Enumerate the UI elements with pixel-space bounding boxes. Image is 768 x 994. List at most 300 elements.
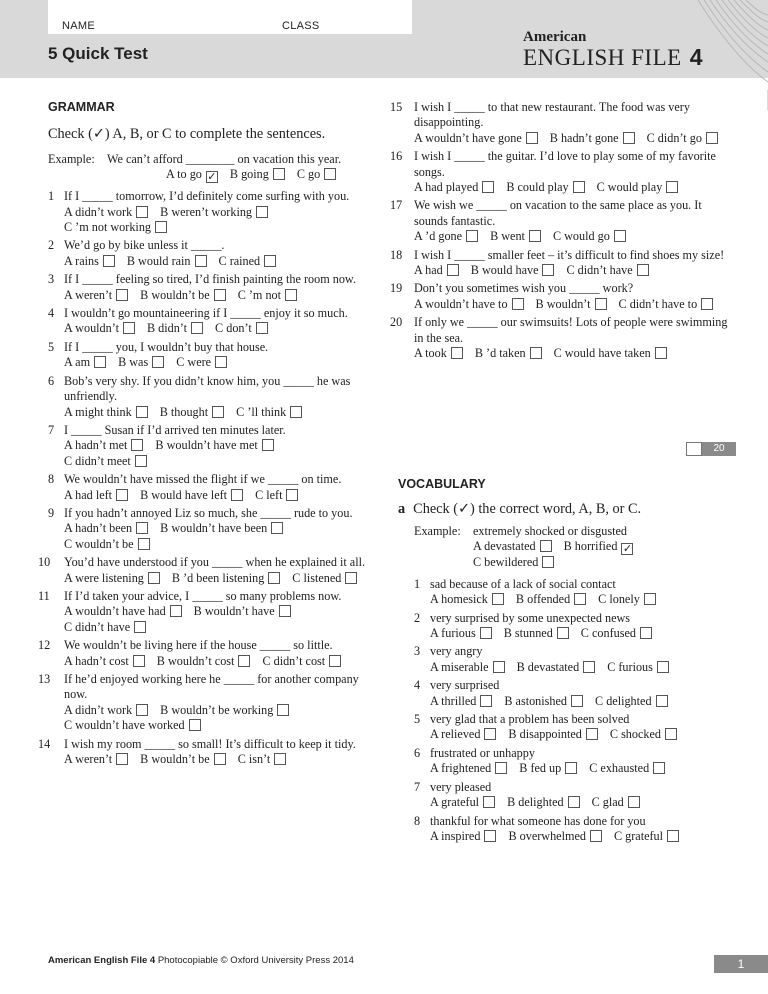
answer-option [504, 694, 583, 709]
answer-checkbox[interactable] [447, 264, 459, 276]
question-body [430, 644, 734, 675]
question-number: 15 [390, 100, 403, 114]
option-label: A rains [64, 253, 99, 268]
option-label: A inspired [430, 828, 481, 843]
option-label: C go [296, 167, 321, 182]
answer-checkbox[interactable] [116, 289, 128, 301]
question-item [48, 306, 378, 337]
question-text: We wouldn’t be living here if the house _____ so little. [64, 638, 333, 653]
answer-option [64, 454, 147, 469]
answer-option [155, 438, 273, 453]
option-label: C were [176, 355, 212, 370]
answer-checkbox[interactable] [189, 719, 201, 731]
answer-checkbox[interactable]: ✓ [207, 171, 217, 184]
answer-checkbox[interactable] [135, 455, 147, 467]
answer-checkbox[interactable] [590, 830, 602, 842]
option-label: C ’m not working [64, 220, 152, 235]
answer-checkbox[interactable] [656, 695, 668, 707]
answer-option [64, 405, 148, 420]
answer-option [215, 321, 268, 336]
vocabulary-title: VOCABULARY [398, 477, 486, 491]
option-label: A homesick [430, 592, 488, 607]
question-item [414, 644, 734, 675]
option-label: A weren’t [64, 752, 113, 767]
answer-checkbox[interactable] [277, 704, 289, 716]
question-text: If I’d taken your advice, I _____ so many problems now. [64, 588, 342, 603]
option-label: B wouldn’t [535, 296, 591, 311]
question-item [390, 100, 730, 146]
answer-option [230, 167, 285, 182]
answer-checkbox[interactable] [136, 406, 148, 418]
answer-option [430, 626, 492, 641]
option-label: C didn’t have [566, 263, 633, 278]
answer-checkbox[interactable] [542, 556, 554, 568]
question-body [64, 374, 378, 420]
question-body [414, 198, 730, 244]
question-number: 9 [48, 505, 55, 520]
question-text: very pleased [430, 779, 492, 794]
answer-checkbox[interactable] [116, 489, 128, 501]
answer-option [64, 321, 135, 336]
answer-option [140, 288, 226, 303]
answer-checkbox[interactable] [170, 605, 182, 617]
grammar-column-left [38, 100, 378, 770]
question-number: 17 [390, 198, 403, 213]
answer-option [592, 795, 640, 810]
question-number: 2 [48, 238, 55, 253]
question-body [64, 238, 378, 269]
question-options [414, 131, 730, 146]
answer-option [166, 167, 218, 183]
question-text: I wish I _____ smaller feet – it’s difficult to find shoes my size! [414, 247, 725, 262]
answer-option [64, 537, 150, 552]
option-label: C glad [591, 795, 624, 810]
answer-checkbox[interactable] [231, 489, 243, 501]
option-label: B wouldn’t be working [160, 702, 274, 717]
answer-checkbox[interactable] [152, 356, 164, 368]
answer-checkbox[interactable] [482, 181, 494, 193]
class-label: CLASS [282, 20, 320, 32]
option-label: A ’d gone [414, 229, 463, 244]
answer-option [414, 229, 478, 244]
question-text: sad because of a lack of social contact [430, 576, 616, 591]
answer-checkbox[interactable] [451, 347, 463, 359]
answer-checkbox[interactable] [640, 627, 652, 639]
answer-checkbox[interactable] [530, 347, 542, 359]
question-text: If you hadn’t annoyed Liz so much, she _____ rude to you. [64, 505, 353, 520]
question-text: If I _____ tomorrow, I’d definitely come surfing with you. [64, 189, 350, 204]
option-label: C wouldn’t have worked [64, 718, 185, 733]
answer-option [553, 229, 626, 244]
brand-main: ENGLISH FILE [523, 45, 682, 70]
answer-checkbox[interactable] [529, 230, 541, 242]
question-options [64, 521, 378, 552]
answer-checkbox[interactable] [285, 289, 297, 301]
answer-checkbox[interactable] [665, 728, 677, 740]
question-text: If only we _____ our swimsuits! Lots of people were swimming in the sea. [414, 315, 728, 345]
answer-checkbox[interactable] [136, 206, 148, 218]
question-item [414, 712, 734, 743]
score-total: 20 [702, 442, 736, 456]
question-options [414, 346, 730, 361]
answer-checkbox[interactable] [666, 181, 678, 193]
answer-checkbox[interactable] [637, 264, 649, 276]
answer-option [64, 571, 160, 586]
answer-option [414, 297, 524, 312]
question-number: 14 [38, 736, 51, 751]
answer-option [507, 795, 580, 810]
answer-checkbox[interactable] [214, 289, 226, 301]
answer-checkbox[interactable]: ✓ [622, 543, 633, 556]
option-label: C didn’t go [646, 130, 702, 145]
option-label: A grateful [430, 795, 480, 810]
option-label: B horrified [563, 539, 618, 554]
answer-option [471, 263, 555, 278]
option-label: A miserable [430, 659, 489, 674]
question-item [48, 272, 378, 303]
answer-option [430, 592, 504, 607]
answer-checkbox[interactable] [290, 406, 302, 418]
question-options [64, 254, 378, 269]
question-item [38, 555, 378, 586]
option-label: A might think [64, 404, 132, 419]
question-options [64, 321, 378, 336]
question-number: 8 [48, 472, 55, 487]
option-label: A frightened [430, 761, 492, 776]
answer-option [430, 761, 507, 776]
option-label: B ’d taken [474, 346, 526, 361]
answer-option [194, 604, 291, 619]
answer-checkbox[interactable] [623, 132, 635, 144]
answer-option [508, 829, 602, 844]
answer-checkbox[interactable] [329, 655, 341, 667]
answer-checkbox[interactable] [286, 489, 298, 501]
option-label: B wouldn’t have met [155, 438, 258, 453]
question-item [38, 589, 378, 635]
question-item [390, 281, 730, 312]
question-body [64, 306, 378, 337]
answer-checkbox[interactable] [493, 661, 505, 673]
answer-checkbox[interactable] [568, 796, 580, 808]
answer-option [140, 752, 226, 767]
answer-checkbox[interactable] [136, 522, 148, 534]
question-item [390, 315, 730, 361]
question-item [390, 248, 730, 279]
answer-checkbox[interactable] [212, 406, 224, 418]
answer-checkbox[interactable] [540, 540, 552, 552]
option-label: B wouldn’t have been [160, 521, 268, 536]
answer-option [64, 620, 146, 635]
answer-checkbox[interactable] [214, 753, 226, 765]
answer-checkbox[interactable] [583, 661, 595, 673]
option-label: C shocked [609, 727, 662, 742]
answer-option [414, 346, 463, 361]
answer-option [564, 539, 634, 555]
question-item [48, 472, 378, 503]
question-item [38, 672, 378, 734]
vocab-example-text: extremely shocked or disgusted [473, 524, 627, 538]
answer-option [297, 167, 336, 182]
question-body [430, 814, 734, 845]
answer-checkbox[interactable] [103, 255, 115, 267]
question-text: I wish I _____ the guitar. I’d love to play some of my favorite songs. [414, 149, 716, 179]
question-item [414, 678, 734, 709]
question-number: 6 [414, 745, 421, 760]
answer-checkbox[interactable] [131, 439, 143, 451]
question-text: very surprised [430, 678, 500, 693]
score-box[interactable] [686, 442, 702, 456]
answer-option [292, 571, 357, 586]
option-label: B would rain [126, 253, 191, 268]
question-item [38, 737, 378, 768]
answer-checkbox[interactable] [268, 572, 280, 584]
answer-checkbox[interactable] [657, 661, 669, 673]
answer-checkbox[interactable] [279, 605, 291, 617]
question-item [48, 374, 378, 420]
answer-option [517, 660, 596, 675]
answer-checkbox[interactable] [191, 322, 203, 334]
question-options [64, 604, 378, 635]
question-options [430, 694, 734, 709]
answer-checkbox[interactable] [148, 572, 160, 584]
answer-checkbox[interactable] [653, 762, 665, 774]
answer-option [64, 521, 148, 536]
answer-checkbox[interactable] [138, 538, 150, 550]
question-number: 1 [414, 576, 421, 591]
option-label: C would have taken [553, 346, 651, 361]
option-label: B wouldn’t cost [156, 653, 235, 668]
answer-option [490, 229, 541, 244]
answer-checkbox[interactable] [215, 356, 227, 368]
answer-checkbox[interactable] [586, 728, 598, 740]
answer-checkbox[interactable] [595, 298, 607, 310]
answer-option [64, 355, 106, 370]
answer-option [473, 539, 552, 554]
option-label: B would have [470, 263, 539, 278]
brand-top: American [523, 29, 587, 45]
grammar-title: GRAMMAR [48, 100, 115, 114]
option-label: C isn’t [237, 752, 271, 767]
option-label: A had left [64, 487, 113, 502]
answer-checkbox[interactable] [571, 695, 583, 707]
answer-checkbox[interactable] [134, 621, 146, 633]
answer-option [614, 829, 679, 844]
question-body [64, 340, 378, 371]
question-number: 5 [48, 339, 55, 354]
answer-option [64, 703, 148, 718]
vocab-instruction-text: Check (✓) the correct word, A, B, or C. [413, 501, 642, 517]
answer-checkbox[interactable] [345, 572, 357, 584]
question-body [430, 780, 734, 811]
question-body [64, 589, 378, 635]
answer-option [554, 346, 667, 361]
answer-checkbox[interactable] [262, 439, 274, 451]
option-label: A thrilled [430, 693, 477, 708]
option-label: B would have left [140, 487, 228, 502]
answer-checkbox[interactable] [526, 132, 538, 144]
answer-checkbox[interactable] [667, 830, 679, 842]
question-number: 4 [48, 306, 55, 321]
unit-title: 5 Quick Test [48, 44, 148, 63]
question-options [414, 263, 730, 278]
answer-checkbox[interactable] [706, 132, 718, 144]
answer-option [157, 654, 251, 669]
answer-option [160, 521, 283, 536]
grammar-instruction: Check (✓) A, B, or C to complete the sentences. [48, 126, 326, 143]
question-number: 4 [414, 678, 421, 693]
answer-checkbox[interactable] [495, 762, 507, 774]
question-text: very surprised by some unexpected news [430, 610, 631, 625]
answer-checkbox[interactable] [274, 753, 286, 765]
option-label: A to go [166, 167, 202, 182]
answer-option [610, 727, 677, 742]
question-options [64, 438, 378, 469]
option-label: C listened [292, 570, 342, 585]
question-number: 16 [390, 149, 403, 164]
option-label: B delighted [507, 795, 564, 810]
question-body [414, 315, 730, 361]
answer-option [414, 131, 538, 146]
answer-checkbox[interactable] [655, 347, 667, 359]
answer-checkbox[interactable] [238, 655, 250, 667]
option-label: A wouldn’t have gone [414, 130, 522, 145]
answer-option [550, 131, 635, 146]
question-number: 1 [48, 189, 55, 204]
question-number: 12 [38, 638, 51, 653]
answer-checkbox[interactable] [264, 255, 276, 267]
option-label: C lonely [598, 592, 640, 607]
answer-checkbox[interactable] [484, 830, 496, 842]
option-label: B astonished [504, 693, 568, 708]
answer-option [262, 654, 341, 669]
option-label: B offended [515, 592, 571, 607]
answer-option [64, 654, 145, 669]
question-body [64, 272, 378, 303]
vocabulary-instruction [398, 501, 641, 518]
question-number: 7 [48, 422, 55, 437]
answer-checkbox[interactable] [324, 168, 336, 180]
answer-option [598, 592, 656, 607]
answer-checkbox[interactable] [542, 264, 554, 276]
answer-checkbox[interactable] [123, 322, 135, 334]
question-options [64, 571, 378, 586]
answer-option [160, 405, 224, 420]
question-text: We wish we _____ on vacation to the same place as you. It sounds fantastic. [414, 198, 702, 228]
answer-checkbox[interactable] [155, 221, 167, 233]
answer-checkbox[interactable] [492, 593, 504, 605]
answer-option [176, 355, 227, 370]
question-options [64, 654, 378, 669]
answer-checkbox[interactable] [94, 356, 106, 368]
name-label: NAME [62, 20, 95, 32]
answer-option [647, 131, 718, 146]
option-label: A had [414, 263, 443, 278]
question-number: 3 [48, 272, 55, 287]
vocab-part: a [398, 501, 406, 517]
answer-checkbox[interactable] [480, 627, 492, 639]
vocab-example-label: Example: [414, 524, 461, 538]
question-body [414, 149, 730, 195]
question-number: 18 [390, 247, 403, 262]
answer-checkbox[interactable] [628, 796, 640, 808]
answer-checkbox[interactable] [256, 322, 268, 334]
answer-option [160, 703, 289, 718]
question-options [64, 205, 378, 236]
answer-checkbox[interactable] [614, 230, 626, 242]
option-label: A wouldn’t [64, 321, 119, 336]
question-item [48, 506, 378, 552]
question-number: 10 [38, 555, 51, 570]
option-label: A wouldn’t have to [414, 296, 508, 311]
answer-checkbox[interactable] [565, 762, 577, 774]
answer-option [430, 829, 496, 844]
answer-option [430, 694, 492, 709]
answer-checkbox[interactable] [644, 593, 656, 605]
answer-checkbox[interactable] [116, 753, 128, 765]
answer-option [219, 254, 277, 269]
question-options [430, 626, 734, 641]
option-label: B could play [506, 180, 569, 195]
brand-number: 4 [689, 44, 703, 70]
answer-checkbox[interactable] [573, 181, 585, 193]
question-options [64, 703, 378, 734]
question-item [48, 238, 378, 269]
answer-checkbox[interactable] [484, 728, 496, 740]
option-label: A wouldn’t have had [64, 604, 166, 619]
grammar-score [686, 442, 736, 456]
answer-checkbox[interactable] [271, 522, 283, 534]
question-body [414, 281, 730, 312]
answer-option [64, 438, 143, 453]
question-body [64, 737, 378, 768]
option-label: A hadn’t met [64, 438, 128, 453]
answer-checkbox[interactable] [273, 168, 285, 180]
answer-checkbox[interactable] [557, 627, 569, 639]
name-class-field[interactable] [48, 0, 412, 34]
footer-text: Photocopiable © Oxford University Press 2014 [157, 955, 354, 966]
question-item [48, 189, 378, 235]
option-label: A hadn’t cost [64, 653, 129, 668]
brand-logo [523, 30, 703, 69]
answer-checkbox[interactable] [574, 593, 586, 605]
answer-checkbox[interactable] [136, 704, 148, 716]
answer-checkbox[interactable] [256, 206, 268, 218]
answer-checkbox[interactable] [512, 298, 524, 310]
question-text: If I _____ you, I wouldn’t buy that house. [64, 339, 269, 354]
answer-checkbox[interactable] [466, 230, 478, 242]
question-text: very angry [430, 644, 483, 659]
question-options [414, 180, 730, 195]
option-label: C don’t [215, 321, 252, 336]
option-label: C didn’t meet [64, 453, 131, 468]
option-label: C delighted [595, 693, 652, 708]
question-item [48, 423, 378, 469]
answer-option [64, 752, 128, 767]
answer-checkbox[interactable] [701, 298, 713, 310]
option-label: B fed up [519, 761, 562, 776]
option-label: B going [229, 167, 269, 182]
question-body [430, 678, 734, 709]
option-label: A had played [414, 180, 479, 195]
answer-checkbox[interactable] [195, 255, 207, 267]
answer-option [255, 488, 298, 503]
answer-option [508, 727, 597, 742]
question-body [64, 555, 378, 586]
answer-checkbox[interactable] [483, 796, 495, 808]
answer-checkbox[interactable] [480, 695, 492, 707]
answer-checkbox[interactable] [133, 655, 145, 667]
question-number: 7 [414, 779, 421, 794]
